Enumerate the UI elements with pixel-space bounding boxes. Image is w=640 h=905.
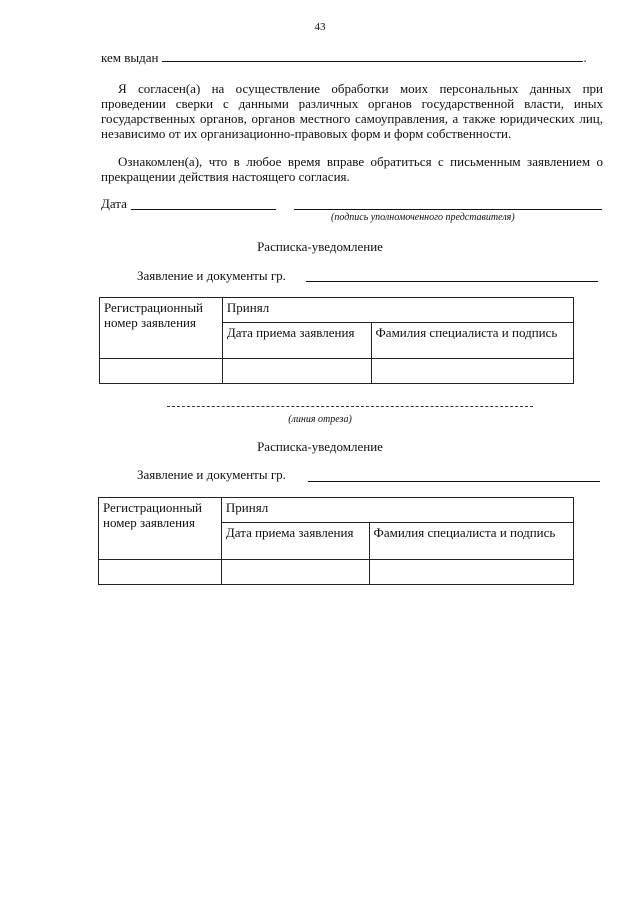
receipt-2-applicant-field[interactable] — [308, 481, 600, 482]
receipt-1-accepted-header: Принял — [222, 298, 573, 323]
receipt-1-docs-label: Заявление и документы гр. — [137, 268, 286, 283]
date-field[interactable] — [131, 209, 276, 210]
consent-paragraph-1: Я согласен(а) на осуществление обработки моих персональных данных при проведении сверки с данными различных органов государственной власти, иных государственных органов, органов местного самоуправления, а также юридических лиц, независимо от их организационно-правовых форм и форм собственности. — [101, 81, 603, 141]
issued-by-field[interactable] — [162, 51, 583, 62]
receipt-2-date-header: Дата приема заявления — [221, 523, 369, 560]
receipt-1-specialist-cell[interactable] — [371, 359, 573, 384]
issued-by-line — [101, 50, 601, 66]
receipt-2-reg-number-cell[interactable] — [99, 560, 222, 585]
receipt-1-table — [99, 297, 574, 384]
cut-line — [167, 406, 533, 407]
receipt-2-date-cell[interactable] — [221, 560, 369, 585]
receipt-1-specialist-header: Фамилия специалиста и подпись — [371, 323, 573, 359]
receipt-1-applicant-field[interactable] — [306, 281, 598, 282]
cut-line-caption: (линия отреза) — [288, 414, 352, 425]
receipt-2-title: Расписка-уведомление — [257, 439, 383, 454]
receipt-2-docs-label: Заявление и документы гр. — [137, 467, 286, 482]
receipt-1-date-cell[interactable] — [222, 359, 371, 384]
receipt-2-reg-number-header: Регистрационный номер заявления — [99, 498, 222, 560]
receipt-1-date-header: Дата приема заявления — [222, 323, 371, 359]
issued-by-end-mark: . — [583, 50, 587, 65]
receipt-1-reg-number-cell[interactable] — [100, 359, 223, 384]
signature-field[interactable] — [294, 209, 602, 210]
receipt-1-reg-number-header: Регистрационный номер заявления — [100, 298, 223, 359]
receipt-2-specialist-cell[interactable] — [369, 560, 573, 585]
issued-by-label: кем выдан — [101, 50, 159, 65]
date-label: Дата — [101, 196, 127, 211]
receipt-2-table — [98, 497, 574, 585]
page-number: 43 — [314, 21, 326, 33]
receipt-2-specialist-header: Фамилия специалиста и подпись — [369, 523, 573, 560]
signature-caption: (подпись уполномоченного представителя) — [331, 212, 515, 223]
receipt-1-title: Расписка-уведомление — [257, 239, 383, 254]
consent-paragraph-2: Ознакомлен(а), что в любое время вправе обратиться с письменным заявлением о прекращении действия настоящего согласия. — [101, 154, 603, 184]
receipt-2-accepted-header: Принял — [221, 498, 573, 523]
